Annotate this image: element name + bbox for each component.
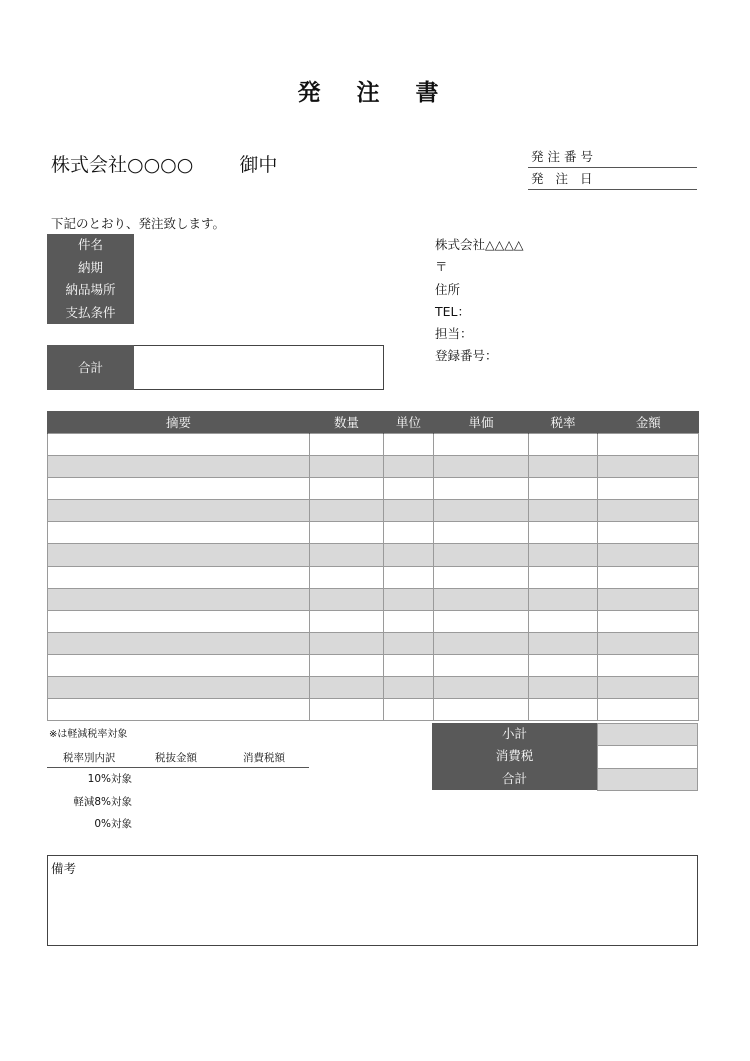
cell-amount[interactable]: [598, 544, 699, 566]
table-row: [48, 456, 699, 478]
cell-unit[interactable]: [384, 632, 434, 654]
tax-value[interactable]: [597, 746, 698, 768]
col-amount: 金額: [598, 411, 699, 434]
tax-label: 消費税: [495, 748, 534, 764]
remarks-label: 備考: [51, 861, 77, 876]
cell-unit[interactable]: [384, 610, 434, 632]
cell-tax-rate[interactable]: [529, 677, 598, 699]
grand-total-label: 合計: [501, 770, 527, 786]
cell-quantity[interactable]: [310, 632, 384, 654]
line-items-table: [47, 411, 699, 721]
cell-unit[interactable]: [384, 478, 434, 500]
issuer-address: 住所: [435, 281, 461, 297]
cell-quantity[interactable]: [310, 478, 384, 500]
cell-quantity[interactable]: [310, 434, 384, 456]
cell-unit[interactable]: [384, 434, 434, 456]
order-number-field: 発注番号: [528, 146, 697, 168]
cell-amount[interactable]: [598, 632, 699, 654]
summary-labels: [432, 723, 597, 790]
cell-tax-rate[interactable]: [529, 588, 598, 610]
cell-unit-price[interactable]: [434, 456, 529, 478]
cell-unit[interactable]: [384, 566, 434, 588]
cell-quantity[interactable]: [310, 610, 384, 632]
cell-unit-price[interactable]: [434, 478, 529, 500]
table-header: [48, 411, 699, 434]
tax-row-0: 0%対象: [94, 818, 132, 830]
cell-unit[interactable]: [384, 500, 434, 522]
cell-tax-rate[interactable]: [529, 522, 598, 544]
cell-amount[interactable]: [598, 478, 699, 500]
cell-description[interactable]: [48, 677, 310, 699]
cell-description[interactable]: [48, 434, 310, 456]
cell-amount[interactable]: [598, 522, 699, 544]
reduced-tax-note: ※は軽減税率対象: [49, 729, 128, 740]
cell-tax-rate[interactable]: [529, 478, 598, 500]
cell-quantity[interactable]: [310, 456, 384, 478]
col-quantity: 数量: [310, 411, 384, 434]
recipient-honorific: 御中: [239, 154, 278, 176]
cell-tax-rate[interactable]: [529, 632, 598, 654]
cell-tax-rate[interactable]: [529, 610, 598, 632]
field-labels: [47, 234, 134, 324]
tax-breakdown-header: [47, 748, 309, 768]
tax-row-10: 10%対象: [87, 773, 132, 785]
issuer-company: 株式会社△△△△: [435, 237, 524, 252]
tax-breakdown-col-tax: 消費税額: [243, 752, 285, 764]
cell-tax-rate[interactable]: [529, 456, 598, 478]
cell-quantity[interactable]: [310, 522, 384, 544]
table-row: [48, 544, 699, 566]
cell-description[interactable]: [48, 632, 310, 654]
table-row: [48, 434, 699, 456]
table-row: [48, 588, 699, 610]
delivery-place-label: 納品場所: [65, 282, 116, 297]
cell-tax-rate[interactable]: [529, 654, 598, 676]
tax-breakdown-col-rate: 税率別内訳: [63, 752, 116, 764]
cell-description[interactable]: [48, 456, 310, 478]
delivery-date-label: 納期: [77, 259, 103, 275]
cell-description[interactable]: [48, 610, 310, 632]
cell-unit-price[interactable]: [434, 632, 529, 654]
cell-unit-price[interactable]: [434, 699, 529, 721]
cell-unit-price[interactable]: [434, 588, 529, 610]
cell-unit-price[interactable]: [434, 566, 529, 588]
cell-unit[interactable]: [384, 588, 434, 610]
payment-terms-label: 支払条件: [65, 304, 116, 320]
table-row: [48, 654, 699, 676]
summary-values: [597, 723, 698, 791]
cell-description[interactable]: [48, 544, 310, 566]
cell-unit[interactable]: [384, 544, 434, 566]
col-unit: 単位: [384, 411, 434, 434]
subtotal-value[interactable]: [597, 723, 698, 746]
order-date-field: 発 注 日: [528, 168, 697, 190]
cell-tax-rate[interactable]: [529, 544, 598, 566]
table-row: [48, 478, 699, 500]
total-amount-label: 合計: [47, 345, 134, 390]
col-description: 摘要: [48, 411, 310, 434]
cell-unit-price[interactable]: [434, 610, 529, 632]
cell-amount[interactable]: [598, 566, 699, 588]
cell-amount[interactable]: [598, 699, 699, 721]
cell-amount[interactable]: [598, 654, 699, 676]
issuer-contact: 担当：: [435, 326, 473, 342]
table-row: [48, 566, 699, 588]
cell-description[interactable]: [48, 522, 310, 544]
cell-description[interactable]: [48, 699, 310, 721]
cell-amount[interactable]: [598, 434, 699, 456]
table-row: [48, 500, 699, 522]
cell-quantity[interactable]: [310, 588, 384, 610]
cell-amount[interactable]: [598, 588, 699, 610]
table-row: [48, 632, 699, 654]
cell-unit[interactable]: [384, 456, 434, 478]
intro-text: 下記のとおり、発注致します。: [51, 216, 226, 231]
cell-quantity[interactable]: [310, 500, 384, 522]
cell-quantity[interactable]: [310, 566, 384, 588]
col-tax-rate: 税率: [529, 411, 598, 434]
cell-tax-rate[interactable]: [529, 699, 598, 721]
cell-amount[interactable]: [598, 456, 699, 478]
table-row: [48, 610, 699, 632]
issuer-tel: TEL：: [435, 303, 470, 319]
cell-description[interactable]: [48, 566, 310, 588]
cell-tax-rate[interactable]: [529, 434, 598, 456]
cell-description[interactable]: [48, 654, 310, 676]
cell-quantity[interactable]: [310, 654, 384, 676]
cell-quantity[interactable]: [310, 544, 384, 566]
issuer-postal: 〒: [435, 259, 448, 275]
issuer-block: [435, 234, 523, 368]
cell-unit-price[interactable]: [434, 654, 529, 676]
cell-amount[interactable]: [598, 677, 699, 699]
cell-amount[interactable]: [598, 500, 699, 522]
grand-total-value[interactable]: [597, 769, 698, 791]
cell-unit-price[interactable]: [434, 434, 529, 456]
cell-quantity[interactable]: [310, 677, 384, 699]
cell-unit[interactable]: [384, 677, 434, 699]
remarks-box[interactable]: [47, 855, 698, 946]
cell-unit-price[interactable]: [434, 522, 529, 544]
table-row: [48, 699, 699, 721]
col-unit-price: 単価: [434, 411, 529, 434]
cell-quantity[interactable]: [310, 699, 384, 721]
cell-unit[interactable]: [384, 699, 434, 721]
tax-breakdown-col-net: 税抜金額: [155, 752, 197, 764]
cell-unit[interactable]: [384, 522, 434, 544]
subtotal-label: 小計: [501, 726, 527, 741]
page-title: 発 注 書: [297, 80, 453, 106]
cell-amount[interactable]: [598, 610, 699, 632]
cell-unit-price[interactable]: [434, 500, 529, 522]
recipient: [51, 150, 277, 177]
subject-label: 件名: [77, 237, 103, 252]
cell-tax-rate[interactable]: [529, 566, 598, 588]
issuer-registration: 登録番号：: [435, 348, 498, 364]
cell-description[interactable]: [48, 500, 310, 522]
cell-tax-rate[interactable]: [529, 500, 598, 522]
cell-description[interactable]: [48, 478, 310, 500]
tax-row-8-reduced: 軽減8%対象: [73, 796, 132, 808]
table-row: [48, 522, 699, 544]
cell-description[interactable]: [48, 588, 310, 610]
cell-unit-price[interactable]: [434, 544, 529, 566]
cell-unit-price[interactable]: [434, 677, 529, 699]
table-row: [48, 677, 699, 699]
cell-unit[interactable]: [384, 654, 434, 676]
recipient-company: 株式会社○○○○: [51, 154, 194, 176]
